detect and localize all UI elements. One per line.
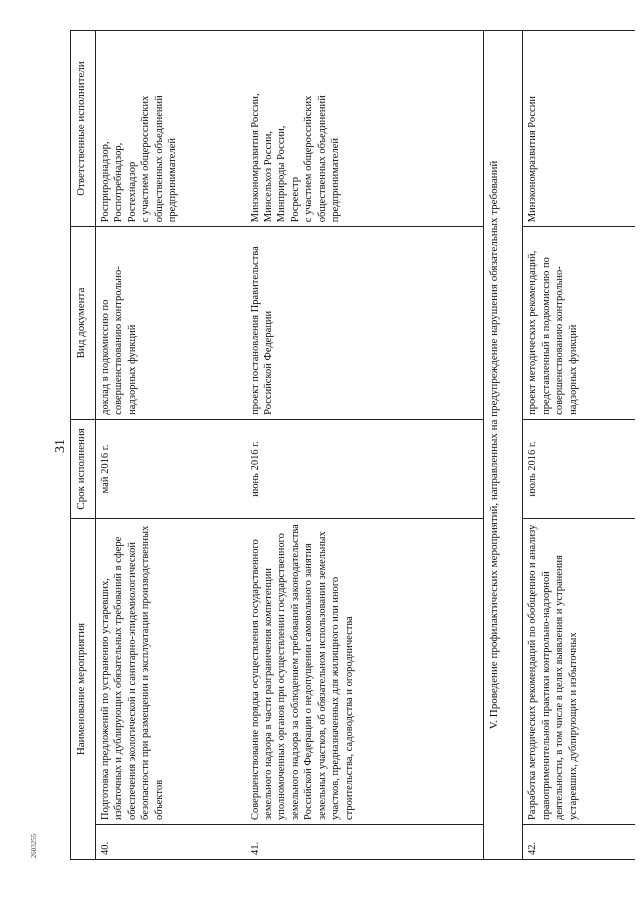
table-header-row (71, 31, 96, 860)
rotated-table-area (70, 30, 635, 860)
header-name: Наименование мероприятия (71, 519, 96, 860)
executor: Ростехнадзор (126, 161, 138, 223)
row-number: 42. (523, 824, 635, 859)
executor: с участием общероссийских общественных объединений предпринимателей (303, 95, 342, 223)
row-term: июнь 2016 г. (246, 419, 484, 518)
row-term: май 2016 г. (96, 419, 246, 518)
row-term: июль 2016 г. (523, 419, 635, 518)
table-container (70, 30, 635, 860)
row-doc: проект методических рекомендаций, представленный в подкомиссию по совершенствованию контрольно-надзорных функций (523, 227, 635, 420)
row-exec (96, 31, 246, 227)
header-term: Срок исполнения (71, 419, 96, 518)
executor: Минэкономразвития России (527, 96, 539, 223)
section-row (484, 31, 523, 860)
table-row (96, 31, 246, 860)
row-exec (246, 31, 484, 227)
row-name: Подготовка предложений по устранению устаревших, избыточных и дублирующих обязательных требований в сфере обеспечения экологической и санитарно-эпидемиологической безопасности при размещении и эксплуатации производственных объектов (96, 519, 246, 825)
row-name: Разработка методических рекомендаций по обобщению и анализу правоприменительной практики контрольно-надзорной деятельности, в том числе в целях выявления и устранения устаревших, дублирующих и избыточных (523, 519, 635, 825)
table-row (523, 31, 635, 860)
row-exec (523, 31, 635, 227)
document-code: 2603255 (30, 833, 38, 859)
row-doc: доклад в подкомиссию по совершенствованию контрольно-надзорных функций (96, 227, 246, 420)
row-doc: проект постановления Правительства Российской Федерации (246, 227, 484, 420)
executor: Росреестр (289, 176, 301, 223)
table-row (246, 31, 484, 860)
row-number: 41. (246, 824, 484, 859)
header-doc: Вид документа (71, 227, 96, 420)
row-number: 40. (96, 824, 246, 859)
header-exec: Ответственные исполнители (71, 31, 96, 227)
executor: Минсельхоз России, (262, 131, 274, 223)
executor: Минэкономразвития России, (249, 93, 261, 223)
row-name: Совершенствование порядка осуществления государственного земельного надзора в части разграничения компетенции уполномоченных органов при осуществлении государственного земельного надзора за соблюдением требований законодательства Российской Федерации о недопущении самовольного занятия земельных участков, об обязательном использовании земельных участков, предназначенных для жилищного или иного строительства, садоводства и огородничества (246, 519, 484, 825)
executor: с участием общероссийских общественных объединений предпринимателей (140, 95, 179, 223)
page-number: 31 (53, 439, 68, 453)
section-title: V. Проведение профилактических мероприятий, направленных на предупреждение нарушения обязательных требований (484, 31, 523, 860)
measures-table (70, 30, 635, 860)
executor: Минприроды России, (276, 125, 288, 223)
executor: Росприроднадзор, (100, 141, 111, 223)
executor: Роспотребнадзор, (113, 142, 125, 223)
